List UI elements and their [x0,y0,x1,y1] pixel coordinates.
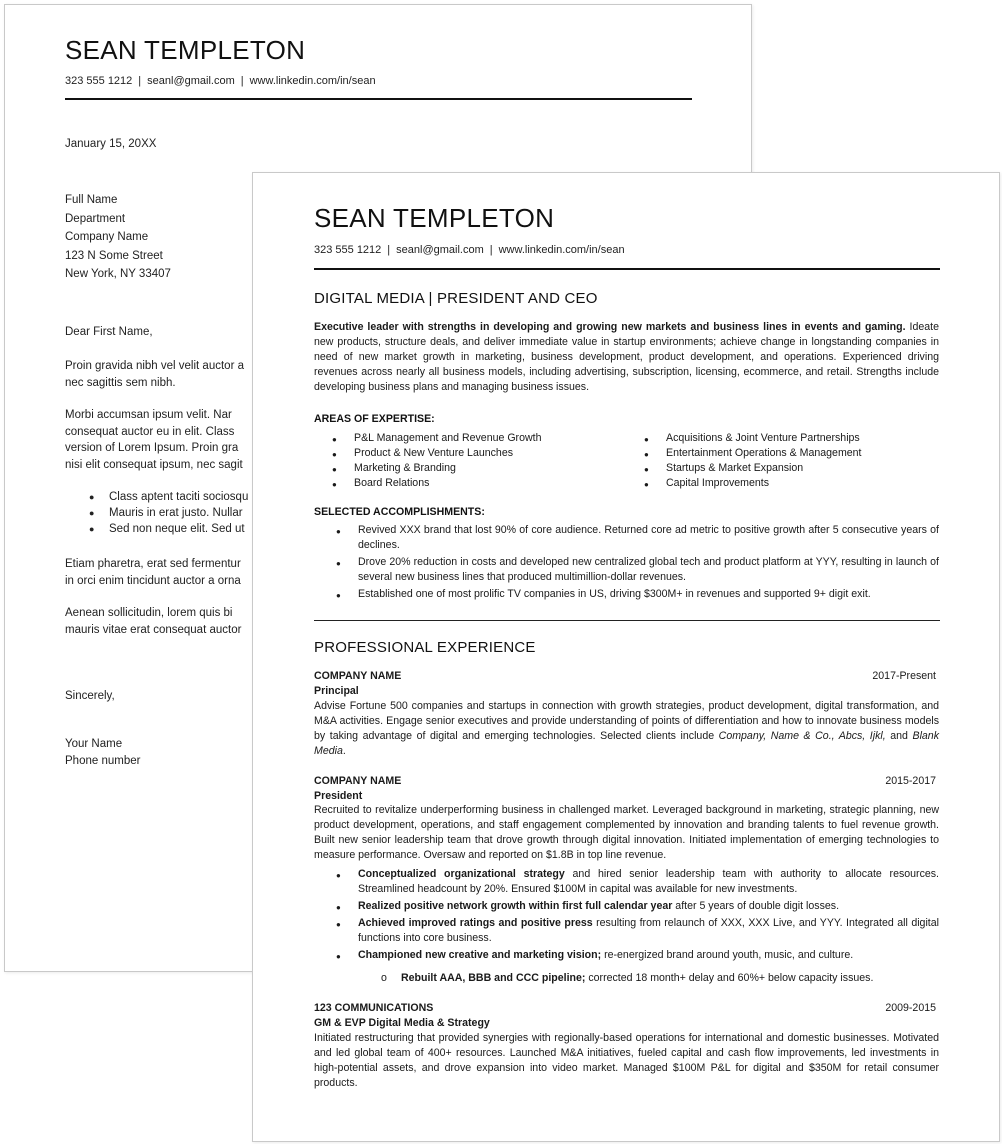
paragraph-line: Etiam pharetra, erat sed fermentur [65,558,241,570]
job-description: Recruited to revitalize underperforming business in challenged market. Leveraged background in marketing, strategic planning, new product development, operations, and staff engagement complemented by innovation and branding talents to fuel revenue growth. Built new senior leadership team that drove growth through digital innovation. Initiated implementation of emerging technologies to measure performance. Oversaw and reported on $1.8B in top line revenue. [314,804,939,861]
cover-header-rule [65,98,692,100]
cover-date: January 15, 20XX [65,138,157,150]
resume-email: seanl@gmail.com [396,244,484,256]
sub-bullet-text: corrected 18 month+ delay and 60%+ below capacity issues. [585,972,874,984]
list-item [314,948,939,963]
recipient-line: New York, NY 33407 [65,268,171,280]
bullet-text: after 5 years of double digit losses. [672,900,840,912]
list-item: ● Mauris in erat justo. Nullar [89,505,248,521]
list-item: ● Product & New Venture Launches [332,446,541,461]
cover-bullet-list [89,489,248,537]
list-item: ● Established one of most prolific TV companies in US, driving $300M+ in revenues and supported 9+ digit exit. [314,587,939,602]
list-item [314,916,939,946]
bullet-bold: Championed new creative and marketing vision; [358,949,602,961]
sub-bullet-marker: o [381,972,387,984]
experience-title: PROFESSIONAL EXPERIENCE [314,639,536,656]
sub-bullet-item [381,971,873,986]
cover-email: seanl@gmail.com [147,75,235,87]
job-header [314,669,936,698]
job-years: 2015-2017 [885,775,936,787]
closing: Sincerely, [65,690,115,702]
paragraph-line: Morbi accumsan ipsum velit. Nar [65,409,232,421]
job-role: Principal [314,684,359,697]
job-years: 2017-Present [872,670,936,682]
list-item: ● Acquisitions & Joint Venture Partnerships [644,431,862,446]
resume-headline: DIGITAL MEDIA | PRESIDENT AND CEO [314,290,598,307]
job-description [314,699,939,759]
list-item [314,899,939,914]
job-header [314,1001,936,1030]
clients-period: . [342,745,346,757]
list-item: ● P&L Management and Revenue Growth [332,431,541,446]
clients-and: and [885,730,913,742]
expertise-title: AREAS OF EXPERTISE: [314,413,435,425]
list-item: ● Board Relations [332,476,541,491]
recipient-line: Department [65,212,126,225]
recipient-line: Company Name [65,231,149,243]
accomplishments-title: SELECTED ACCOMPLISHMENTS: [314,506,485,518]
paragraph-line: Proin gravida nibh vel velit auctor a [65,360,244,372]
job-role: President [314,789,363,802]
list-item: ● Startups & Market Expansion [644,461,862,476]
accomplishments-list [314,523,939,604]
job-header [314,774,936,803]
bullet-bold: Achieved improved ratings and positive press [358,917,593,929]
resume-contact: 323 555 1212 | seanl@gmail.com | www.linkedin.com/in/sean [314,244,625,256]
signature-phone: Phone number [65,755,141,767]
bullet-text: resulting from relaunch of XXX, XXX Live, and YYY. Integrated all digital functions into core business. [358,917,939,944]
signature-block [65,736,140,770]
paragraph-line: nec sagittis sem nibh. [65,376,176,389]
paragraph-line: nisi elit consequat ipsum, nec sagit [65,458,243,471]
job-role: GM & EVP Digital Media & Strategy [314,1016,490,1029]
signature-name: Your Name [65,738,123,750]
resume-header-rule [314,268,940,270]
list-item: ● Sed non neque elit. Sed ut [89,521,248,537]
job-desc-text: Advise Fortune 500 companies and startups in connection with growth strategies, product development, digital transformation, and M&A activities. Engage senior executives and provide understanding of points of differentiation and how to innovate business models by taking advantage of digital and emerging technologies. Selected clients include [314,700,939,742]
summary-bold: Executive leader with strengths in developing and growing new markets and business lines in events and gaming. [314,321,906,333]
paragraph-line: mauris vitae erat consequat auctor [65,623,242,636]
job-years: 2009-2015 [885,1002,936,1014]
bullet-text: and hired senior leadership team with authority to allocate resources. Streamlined headcount by 20%. Ensured $100M in capital was available for new investments. [358,868,939,895]
bullet-bold: Realized positive network growth within first full calendar year [358,900,673,912]
resume-linkedin: www.linkedin.com/in/sean [498,244,625,256]
clients-last: Blank Media [314,730,939,757]
list-item: ● Entertainment Operations & Management [644,446,862,461]
resume-phone: 323 555 1212 [314,244,382,256]
paragraph-line: Aenean sollicitudin, lorem quis bi [65,607,233,619]
list-item: ● Capital Improvements [644,476,862,491]
sub-bullet-bold: Rebuilt AAA, BBB and CCC pipeline; [401,972,586,984]
list-item [314,867,939,897]
paragraph-line: version of Lorem Ipsum. Proin gra [65,442,239,454]
bullet-text: re-energized brand around youth, music, and culture. [601,949,854,961]
recipient-block [65,191,171,284]
list-item: ● Drove 20% reduction in costs and developed new centralized global tech and product platform at YYY, resulting in launch of several new business lines that produced multimillion-dollar revenues. [314,555,939,585]
bullet-bold: Conceptualized organizational strategy [358,868,565,880]
paragraph-line: in orci enim tincidunt auctor a orna [65,574,241,587]
list-item: ● Class aptent taciti sociosqu [89,489,248,505]
list-item: ● Revived XXX brand that lost 90% of core audience. Returned core ad metric to positive growth after 5 consecutive years of declines. [314,523,939,553]
job-bullet-list [314,867,939,965]
summary-text: Ideate new products, structure deals, and deliver immediate value in startup environments; achieve change in longstanding companies in need of new market growth in marketing, business development, product development, and operations. Experienced driving revenues across nearly all business models, including advertising, subscription, licensing, ecommerce, and retail. Strengths include developing business plans and managing business issues. [314,321,940,393]
cover-phone: 323 555 1212 [65,75,133,87]
list-item: ● Marketing & Branding [332,461,541,476]
job-company: COMPANY NAME [314,775,402,787]
cover-contact: 323 555 1212 | seanl@gmail.com | www.linkedin.com/in/sean [65,75,376,87]
clients-list: Company, Name & Co., Abcs, Ijkl, [718,730,886,742]
cover-name: SEAN TEMPLETON [65,35,306,65]
job-description: Initiated restructuring that provided synergies with regionally-based operations for international and domestic businesses. Motivated and led global team of 400+ resources. Launched M&A initiatives, fueled capital and cash flow improvements, led investments in high-potential assets, and drove expansion into video market. Managed $100M P&L for digital and $350M for retail consumer products. [314,1032,939,1089]
expertise-list-right [644,431,862,491]
salutation: Dear First Name, [65,326,153,338]
paragraph-line: consequat auctor eu in elit. Class [65,425,235,438]
recipient-line: 123 N Some Street [65,249,163,262]
section-divider [314,620,940,621]
resume-summary [314,320,939,395]
resume-name: SEAN TEMPLETON [314,203,555,233]
job-company: 123 COMMUNICATIONS [314,1002,434,1014]
recipient-line: Full Name [65,194,118,206]
resume-page [252,172,1000,1142]
cover-linkedin: www.linkedin.com/in/sean [249,75,376,87]
expertise-list-left [332,431,541,491]
job-company: COMPANY NAME [314,670,402,682]
